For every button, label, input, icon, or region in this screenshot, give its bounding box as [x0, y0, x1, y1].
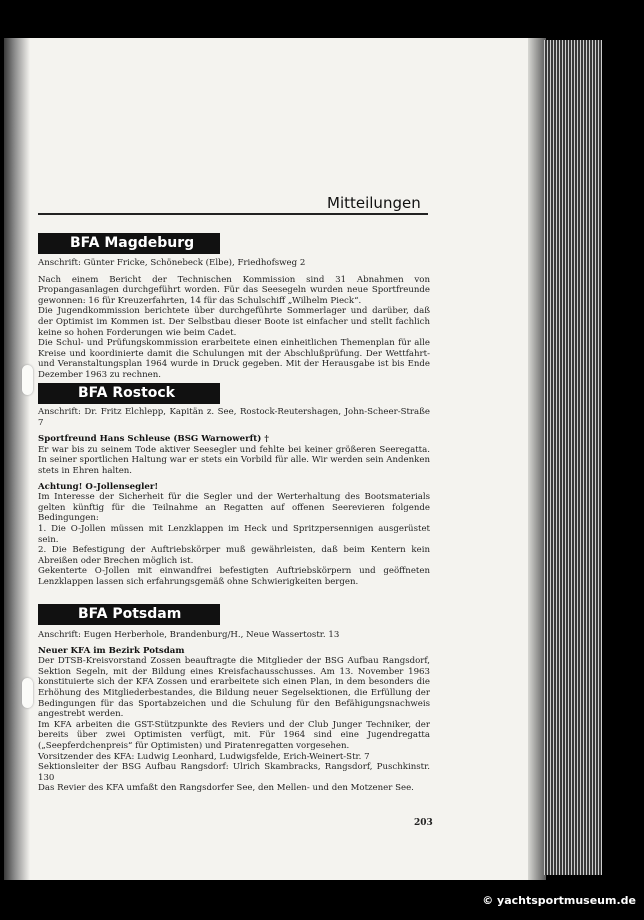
paragraph: Vorsitzender des KFA: Ludwig Leonhard, Ludwigsfelde, Erich-Weinert-Str. 7 — [38, 751, 370, 762]
punch-hole — [22, 365, 33, 395]
address: Anschrift: Dr. Fritz Elchlepp, Kapitän z. See, Rostock-Reutershagen, John-Scheer-Straße 7 — [38, 407, 430, 428]
address: Anschrift: Günter Fricke, Schönebeck (Elbe), Friedhofsweg 2 — [38, 258, 306, 268]
paragraph: Nach einem Bericht der Technischen Kommission sind 31 Abnahmen von Propangasanlagen durchgeführt worden. Für das Seesegeln wurden neue Sportfreunde gewonnen: 16 für Kreuzerfahrten, 14 für das Schulschiff „Wilhelm Pieck“. — [38, 274, 430, 306]
section-title-potsdam: BFA Potsdam — [38, 604, 220, 625]
heading-rule — [38, 213, 428, 215]
list-item: 1. Die O-Jollen müssen mit Lenzklappen im Heck und Spritzpersennigen ausgerüstet sein. — [38, 523, 430, 545]
page-heading: Mitteilungen — [327, 194, 421, 212]
paragraph: Gekenterte O-Jollen mit einwandfrei befestigten Auftriebskörpern und geöffneten Lenzklappen lassen sich erfahrungsgemäß ohne Schwierigkeiten bergen. — [38, 566, 430, 587]
subheading: Sportfreund Hans Schleuse (BSG Warnowerft) † — [38, 434, 269, 445]
gutter-shadow — [4, 38, 30, 880]
address: Anschrift: Eugen Herberhole, Brandenburg/H., Neue Wassertostr. 13 — [38, 630, 340, 640]
paragraph: Die Schul- und Prüfungskommission erarbeitete einen einheitlichen Themenplan für alle Kreise und koordinierte damit die Schulungen mit der Abschlußprüfung. Der Wettfahrt- und Veranstaltungsplan 1964 wurde in Druck gegeben. Mit der Herausgabe ist bis Ende Dezember 1963 zu rechnen. — [38, 338, 430, 380]
subheading: Achtung! O-Jollensegler! — [38, 481, 159, 492]
watermark: © yachtsportmuseum.de — [482, 894, 636, 907]
list-item: 2. Die Befestigung der Auftriebskörper muß gewährleisten, daß beim Kentern kein Abreißen oder Brechen möglich ist. — [38, 545, 430, 566]
paragraph: Der DTSB-Kreisvorstand Zossen beauftragte die Mitglieder der BSG Aufbau Rangsdorf, Sektion Segeln, mit der Bildung eines Kreisfachausschusses. Am 13. November 1963 konstituierte sich der KFA Zossen und erarbeitete sich einen Plan, in dem besonders die Erhöhung des Mitgliederbestandes, die Bildung neuer Segelsektionen, die Erfüllung der Bedingungen für das Sportabzeichen und die Schulung für den Befähigungsnachweis angestrebt werden. — [38, 656, 430, 720]
page-number: 203 — [414, 818, 433, 828]
section-body-magdeburg — [38, 258, 430, 381]
paragraph: Das Revier des KFA umfaßt den Rangsdorfer See, den Mellen- und den Motzener See. — [38, 783, 414, 794]
punch-hole — [22, 678, 33, 708]
paragraph: Die Jugendkommission berichtete über durchgeführte Sommerlager und darüber, daß der Optimist im Kommen ist. Der Selbstbau dieser Boote ist einfacher und stellt fachlich keine so hohen Forderungen wie beim Cadet. — [38, 306, 430, 338]
section-title-rostock: BFA Rostock — [38, 383, 220, 404]
paragraph: Er war bis zu seinem Tode aktiver Seesegler und fehlte bei keiner größeren Seeregatta. In seiner sportlichen Haltung war er stets ein Vorbild für alle. Wir werden sein Andenken stets in Ehren halten. — [38, 444, 430, 476]
paragraph: Sektionsleiter der BSG Aufbau Rangsdorf: Ulrich Skambracks, Rangsdorf, Puschkinstr. 130 — [38, 762, 430, 783]
book-page-edges — [544, 40, 602, 875]
section-title-magdeburg: BFA Magdeburg — [38, 233, 220, 254]
subheading: Neuer KFA im Bezirk Potsdam — [38, 645, 185, 656]
paragraph: Im KFA arbeiten die GST-Stützpunkte des Reviers und der Club Junger Techniker, der bereits über zwei Optimisten verfügt, mit. Für 1964 sind eine Jugendregatta („Seepferdchenpreis“ für Optimisten) und Piratenregatten vorgesehen. — [38, 719, 430, 751]
section-body-rostock — [38, 407, 430, 588]
paragraph: Im Interesse der Sicherheit für die Segler und der Werterhaltung des Bootsmaterials gelten künftig für die Teilnahme an Regatten auf offenen Seerevieren folgende Bedingungen: — [38, 492, 430, 524]
section-body-potsdam — [38, 630, 430, 794]
